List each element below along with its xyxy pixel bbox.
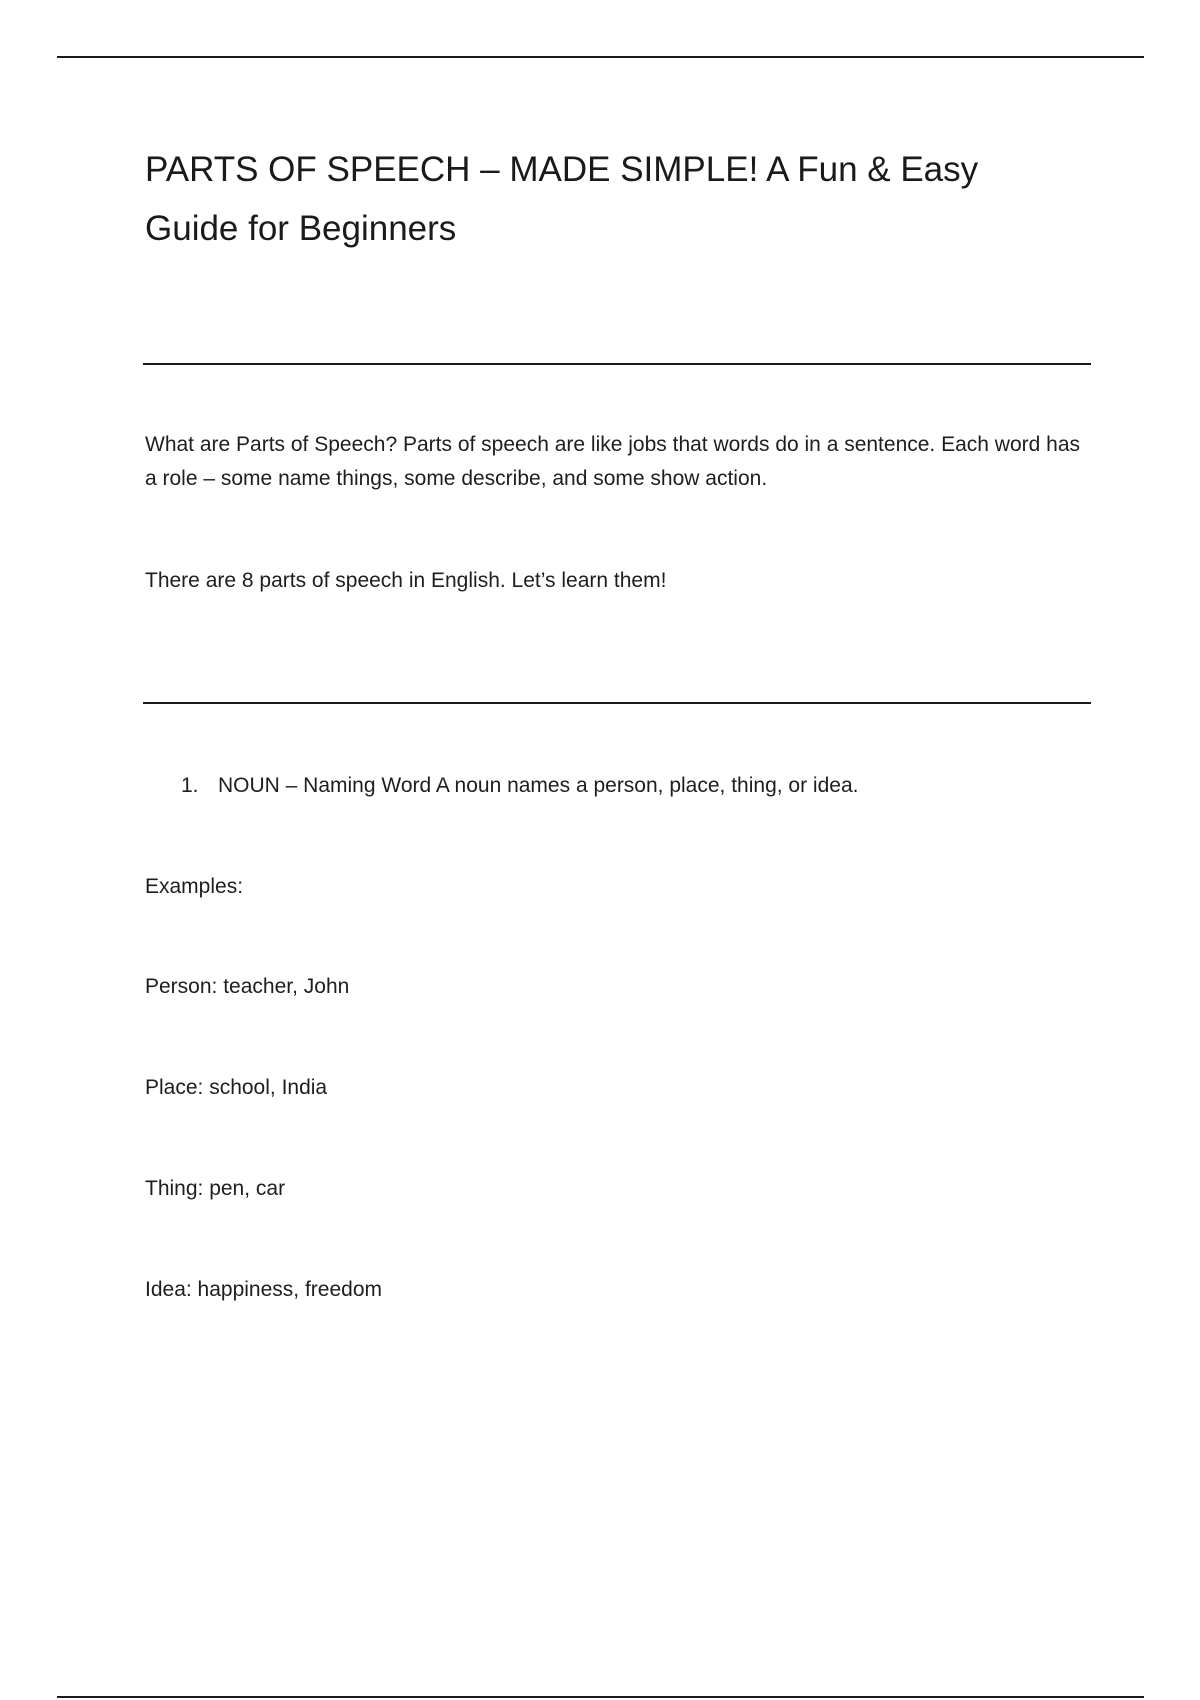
section-divider [143,702,1091,704]
example-place: Place: school, India [145,1076,328,1099]
example-idea: Idea: happiness, freedom [145,1278,382,1301]
list-item-noun [181,769,858,803]
example-thing: Thing: pen, car [145,1177,286,1200]
page-top-rule [57,56,1144,58]
examples-label: Examples: [145,875,244,898]
section-divider [143,363,1091,365]
intro-paragraph: What are Parts of Speech? Parts of speech are like jobs that words do in a sentence. Each word has a role – some name things, some describe, and some show action. [145,433,1081,490]
example-person: Person: teacher, John [145,975,350,998]
list-number: 1. [181,774,199,797]
list-item-text: NOUN – Naming Word A noun names a person, place, thing, or idea. [218,774,859,797]
page-bottom-rule [57,1696,1144,1698]
document-title: PARTS OF SPEECH – MADE SIMPLE! A Fun & Easy Guide for Beginners [145,150,979,248]
count-paragraph: There are 8 parts of speech in English. Let’s learn them! [145,569,667,592]
